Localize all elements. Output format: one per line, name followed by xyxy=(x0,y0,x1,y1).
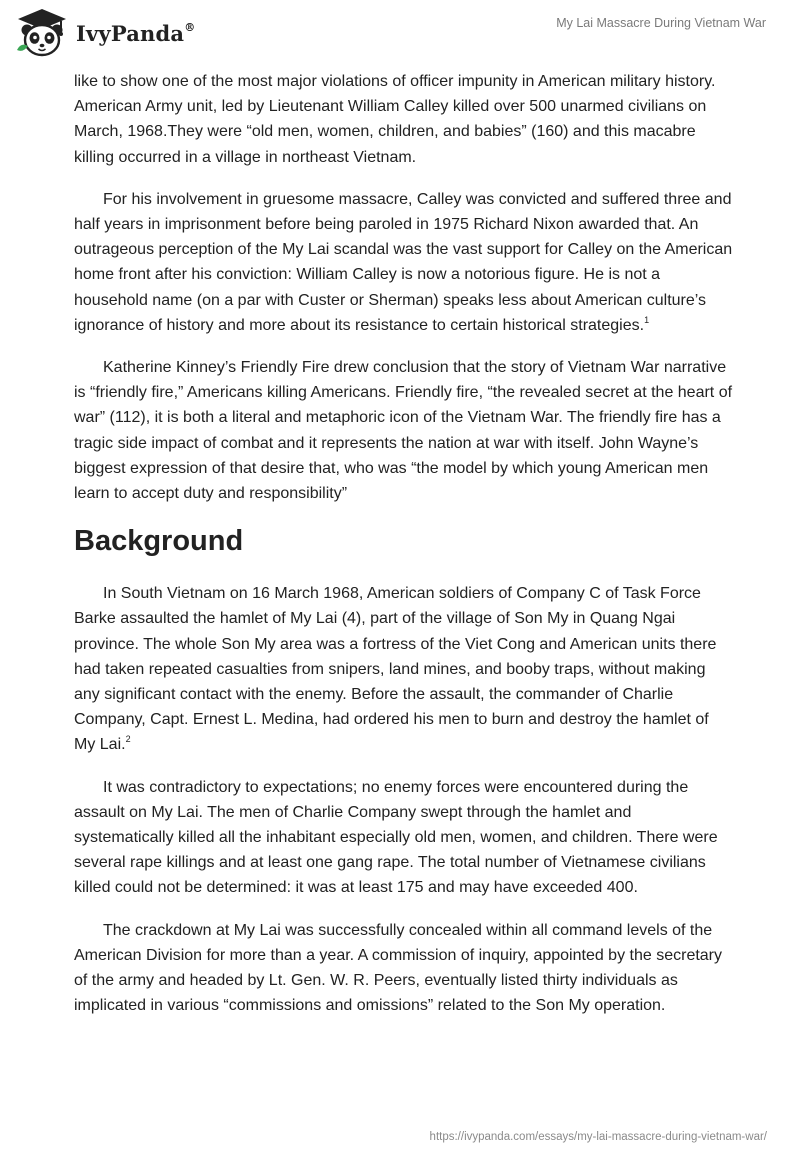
footnote-1-ref[interactable]: 1 xyxy=(644,314,650,325)
paragraph-3: Katherine Kinney’s Friendly Fire drew conclusion that the story of Vietnam War narrative is “friendly fire,” Americans killing Americans. Friendly fire, “the revealed secret at the heart of war” (112), it is both a literal and metaphoric icon of the Vietnam War. The friendly fire has a tragic side impact of combat and it represents the nation at war with itself. John Wayne’s biggest expression of that desire that, who was “the model by which young American men learn to accept duty and responsibility” xyxy=(74,359,733,503)
paragraph-5: It was contradictory to expectations; no enemy forces were encountered during the assault on My Lai. The men of Charlie Company swept through the hamlet and systematically killed all the inhabitant especially old men, women, and children. There were several rape killings and at least one gang rape. The total number of Vietnamese civilians killed could not be determined: it was at least 175 and may have exceeded 400. xyxy=(74,778,718,897)
footnote-2-ref[interactable]: 2 xyxy=(125,734,131,745)
section-heading-background: Background xyxy=(74,525,244,558)
page-header xyxy=(0,0,800,64)
document-title: My Lai Massacre During Vietnam War xyxy=(556,16,766,30)
paragraph-4 xyxy=(74,581,734,757)
registered-mark: ® xyxy=(184,20,196,34)
brand-name: IvyPanda® xyxy=(76,20,196,46)
paragraph-6: The crackdown at My Lai was successfully concealed within all command levels of the American Division for more than a year. A commission of inquiry, appointed by the secretary of the army and headed by Lt. Gen. W. R. Peers, eventually listed thirty individuals as implicated in various “commissions and omissions” related to the Son My operation. xyxy=(74,921,723,1015)
paragraph-1: like to show one of the most major violations of officer impunity in American military history. American Army unit, led by Lieutenant William Calley killed over 500 unarmed civilians on March, 1968.They were “old men, women, children, and babies” (160) and this macabre killing occurred in a village in northeast Vietnam. xyxy=(74,73,716,166)
paragraph-2 xyxy=(74,187,734,338)
paragraph-2-text: For his involvement in gruesome massacre, Calley was convicted and suffered three and half years in imprisonment before being paroled in 1975 Richard Nixon awarded that. An outrageous perception of the My Lai scandal was the vast support for Calley on the American home front after his conviction: William Calley is now a notorious figure. He is not a household name (on a par with Custer or Sherman) speaks less about American culture’s ignorance of history and more about its resistance to certain historical strategies. xyxy=(74,190,733,334)
panda-graduate-icon xyxy=(14,6,70,60)
essay-content xyxy=(74,69,734,1036)
paragraph-4-text: In South Vietnam on 16 March 1968, American soldiers of Company C of Task Force Barke assaulted the hamlet of My Lai (4), part of the village of Son My in Quang Ngai province. The whole Son My area was a fortress of the Viet Cong and American units there had taken repeated casualties from snipers, land mines, and booby traps, without making any significant contact with the enemy. Before the assault, the commander of Charlie Company, Capt. Ernest L. Medina, had ordered his men to burn and destroy the hamlet of My Lai. xyxy=(74,585,717,754)
source-url[interactable]: https://ivypanda.com/essays/my-lai-massacre-during-vietnam-war/ xyxy=(429,1131,767,1143)
ivypanda-logo[interactable] xyxy=(14,6,195,60)
